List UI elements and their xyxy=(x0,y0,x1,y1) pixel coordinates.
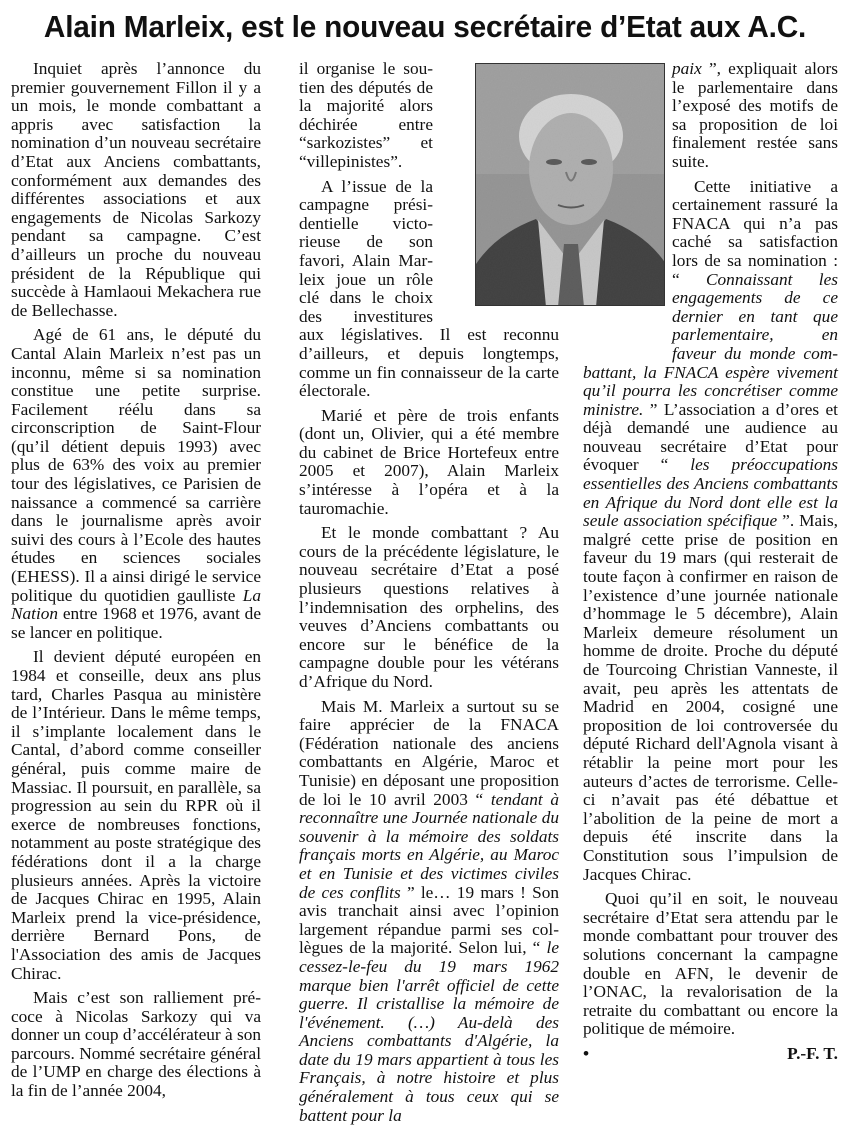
text-run: Cette initiative a certainement rassuré la FNACA qui n’a pas caché sa satisfaction lors de sa nomination : “ xyxy=(672,176,838,289)
author-signature xyxy=(583,1045,838,1064)
article-column-3 xyxy=(583,60,838,1063)
text-run: ” le… 19 mars ! Son avis tranchait ainsi avec l’opinion largement répandue parmi ses collègues de la majorité. Selon lui, “ xyxy=(299,882,559,958)
photo-wrap-spacer xyxy=(439,60,559,312)
paragraph: Marié et père de trois enfants (dont un, Olivier, qui a été membre du cabinet de Brice Hortefeux entre 2005 et 2007), Alain Marleix s’intéresse à l’opéra et à la tauromachie. xyxy=(299,405,559,518)
paragraph: A l’issue de la campagne présidentielle victorieuse de son favori, Alain Marleix joue un rôle clé dans le choix des investitures aux législatives. Il est reconnu d’ailleurs, et depuis longtemps, comme un fin connaisseur de la carte électorale. xyxy=(299,176,559,401)
text-run: ” L’association a d’ores et déjà demandé une audience au nouveau secrétaire d’Etat pour évoquer “ xyxy=(583,399,838,475)
bullet-icon: • xyxy=(583,1043,590,1063)
article-column-1 xyxy=(11,60,261,1107)
text-run: entre 1968 et 1976, avant de se lancer en politique. xyxy=(11,604,261,642)
text-run: Agé de 61 ans, le député du Cantal Alain Marleix n’est pas un inconnu, même si sa nomination constitue une petite surprise. Facilement réélu dans sa circonscription de Saint-Flour (qu’il détient depuis 1993) avec plus de 63% des voix au premier tour des législatives, ce Parisien de naissance a commencé sa carrière dans le journalisme après avoir suivi des cours à l’Ecole des hautes études en sciences sociales (EHESS). Il a ainsi dirigé le service politique du quotidien gaulliste xyxy=(11,325,261,605)
quote-text: paix xyxy=(672,59,702,78)
quote-text: Connaissant les engagements de ce dernier en tant que parlementaire, en faveur du monde combattant, la FNACA espère vivement qu’il pourra les concrétiser comme ministre. xyxy=(583,269,838,419)
paragraph xyxy=(299,698,559,1126)
paragraph: Inquiet après l’annonce du premier gouvernement Fillon il y a un mois, le monde combattant a appris avec satisfaction la nomination d’un nouveau secrétaire d’Etat aux Anciens combattants, conformément aux demandes des différentes associations et aux engagements de Nicolas Sarkozy pendant sa campagne. C’est d’ailleurs un proche du nouveau président de la République qui succède à Hamlaoui Mekachera rue de Bellechasse. xyxy=(11,59,261,320)
paragraph: Et le monde combattant ? Au cours de la précédente législature, le nouveau secrétaire d’Etat a posé plusieurs questions relatives à l’indemnisation des orphelins, des veuves d’Anciens combattants ou encore sur le bénéfice de la campagne double pour les vétérans d’Afrique du Nord. xyxy=(299,523,559,691)
text-run: ”. Mais, malgré cette prise de position en faveur du 19 mars (qui resterait de toute façon à confirmer en raison de l’existence d’une journée nationale d’hommage le 5 décembre), Alain Marleix demeure résolument un homme de droite. Proche du député de Tourcoing Christian Vanneste, il avait, peu après les attentats de Madrid en 2004, cosigné une proposition de loi controversée du député Richard dell'Agnola visant à rétablir la peine mort pour les auteurs d’actes de terrorisme. Celle-ci n’avait pas été débattue et l’abolition de la peine de mort a depuis été inscrite dans la Constitution sous l’impulsion de Jacques Chirac. xyxy=(583,511,839,884)
photo-wrap-spacer xyxy=(575,60,666,348)
article-column-2 xyxy=(299,60,559,1131)
quote-text: les préoccupations essentielles des Anciens combattants en Afrique du Nord dont elle est la seule association spécifique xyxy=(583,455,838,531)
quote-text: tendant à reconnaître une Journée nationale du souvenir à la mémoire des soldats français morts en Algérie, au Maroc et en Tunisie et des victimes civiles de ces conflits xyxy=(299,789,559,902)
paragraph xyxy=(11,326,261,642)
signature-text: P.-F. T. xyxy=(787,1043,838,1063)
quote-text: le cessez-le-feu du 19 mars 1962 marque bien l'arrêt officiel de cette guerre. Il cristallise la mémoire de l'événement. (…) Au-delà des Anciens combattants d'Algérie, la date du 19 mars appartient à tous les Français, à notre histoire et plus généralement à tous ceux qui se battent pour la xyxy=(299,938,559,1125)
headline: Alain Marleix, est le nouveau secrétaire d’Etat aux A.C. xyxy=(43,9,807,44)
paragraph: il organise le soutien des députés de la majorité alors déchirée entre “sarkozistes” et “villepinistes”. xyxy=(299,59,433,171)
paragraph: Mais c’est son ralliement précoce à Nicolas Sarkozy qui va donner un coup d’accélérateur à son parcours. Nommé secrétaire général de l’UMP en charge des élections à la fin de l’année 2004, xyxy=(11,988,261,1101)
text-run: ”, expliquait alors le parlementaire dans l’exposé des motifs de sa proposition de loi finalement restée sans suite. xyxy=(672,59,838,171)
paragraph: Quoi qu’il en soit, le nouveau secrétaire d’Etat sera attendu par le monde combattant pour trouver des solutions concernant la campagne double en AFN, le devenir de l’ONAC, la revalorisation de la retraite du combattant ou encore la politique de mémoire. xyxy=(583,889,838,1039)
paragraph: Il devient député européen en 1984 et conseille, deux ans plus tard, Charles Pasqua au ministère de l’Intérieur. Dans le même temps, il s’implante localement dans le Cantal, d’abord comme conseiller général, puis comme maire de Massiac. Il poursuit, en parallèle, sa progression au sein du RPR où il exerce de nombreuses fonctions, notamment au poste stratégique des fédérations dont il a la charge plusieurs années. Après la victoire de Jacques Chirac en 1995, Alain Marleix prend la vice-présidence, derrière Bernard Pons, de l'Association des amis de Jacques Chirac. xyxy=(11,647,261,983)
text-run: Mais M. Marleix a surtout su se faire apprécier de la FNACA (Fédération nationale des anciens combattants en Algérie, Maroc et Tunisie) en déposant une proposition de loi le 10 avril 2003 “ xyxy=(299,696,559,809)
newspaper-name: La Nation xyxy=(11,585,261,624)
